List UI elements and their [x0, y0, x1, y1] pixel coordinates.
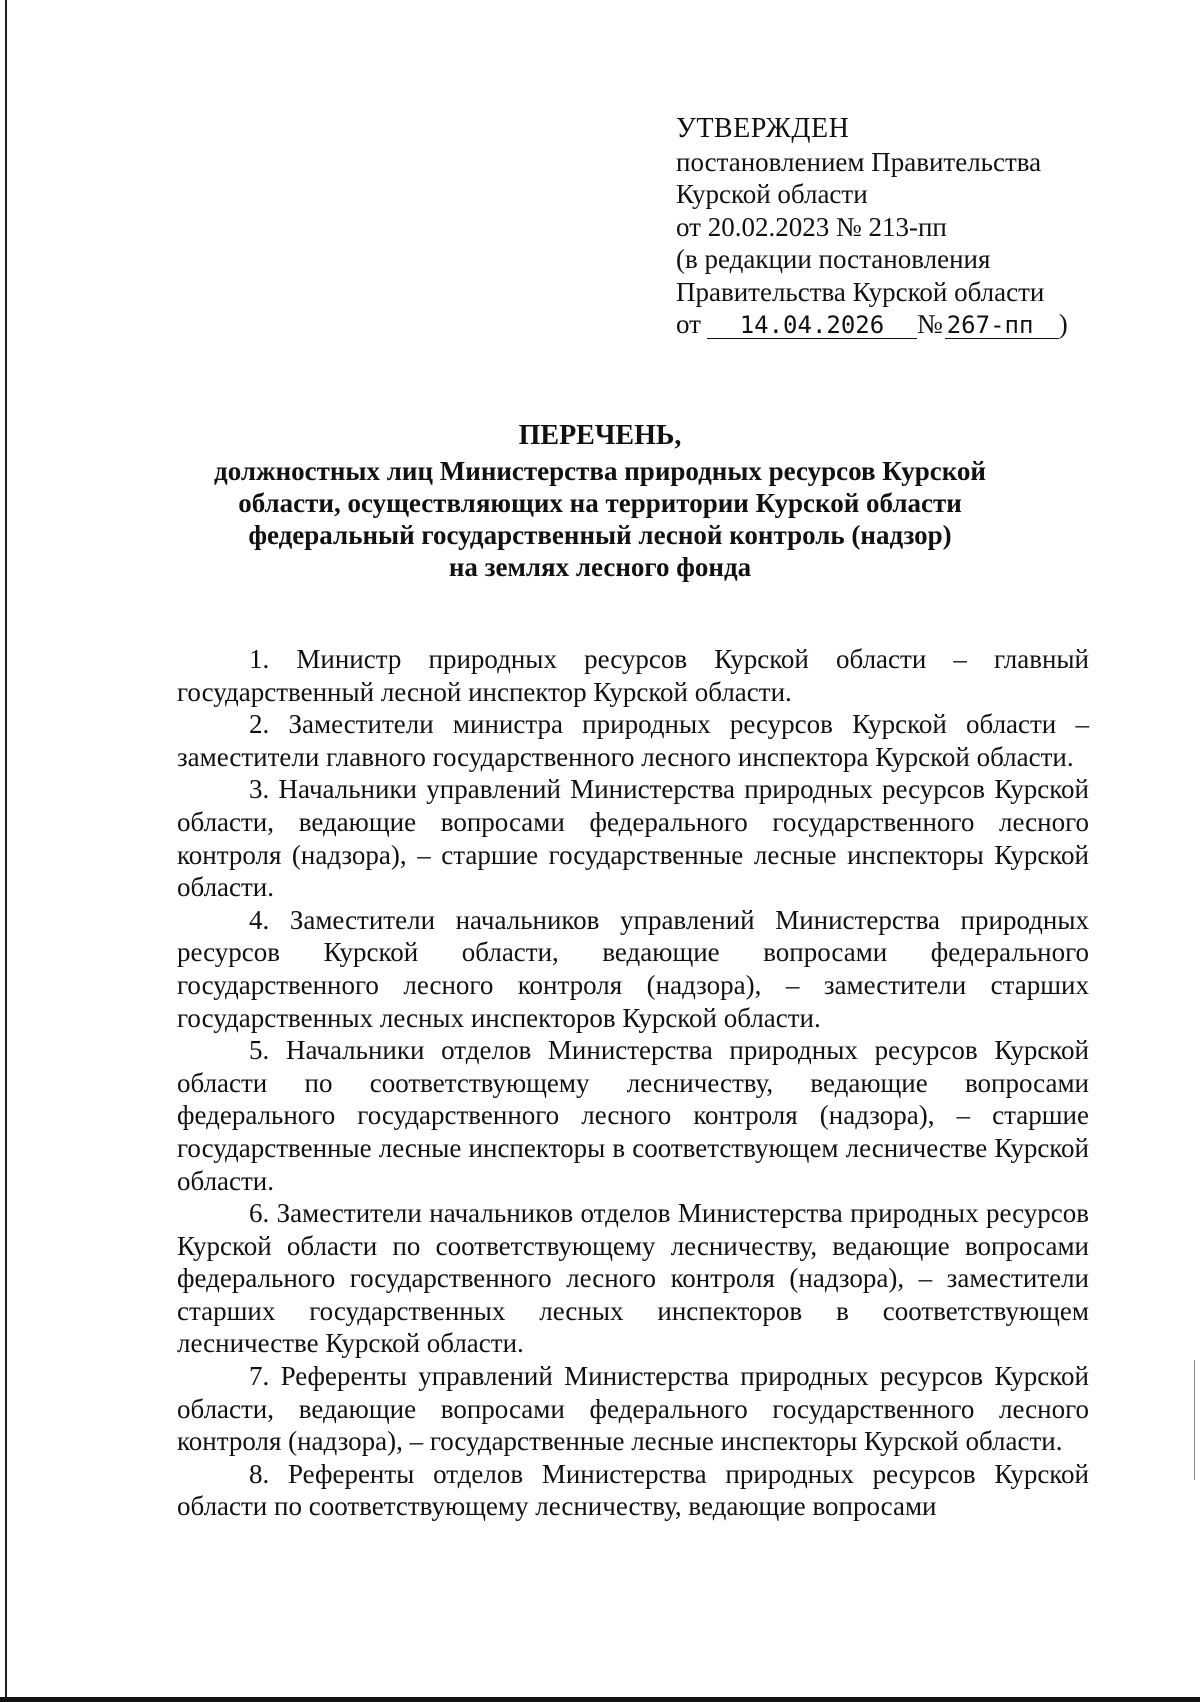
list-item: 1. Министр природных ресурсов Курской области – главный государственный лесной инспектор Курской области.	[177, 644, 1089, 707]
number-sign: №	[916, 309, 943, 339]
list-item: 5. Начальники отделов Министерства природных ресурсов Курской области по соответствующему лесничеству, ведающие вопросами федерального государственного лесного контроля (надзора), – старшие государственные лесные инспекторы в соответствующем лесничестве Курской области.	[177, 1035, 1089, 1196]
edition-date: 14.04.2026	[707, 312, 917, 339]
list-item: 2. Заместители министра природных ресурсов Курской области – заместители главного государственного лесного инспектора Курской области.	[177, 709, 1089, 772]
approval-title: УТВЕРЖДЕН	[676, 113, 850, 144]
edition-number: 267-пп	[945, 312, 1059, 339]
approval-line: (в редакции постановления	[676, 244, 991, 274]
approval-stamp-block	[676, 113, 1176, 341]
approval-line: Курской области	[676, 179, 868, 209]
scan-left-edge	[5, 0, 7, 1702]
document-heading	[200, 420, 1000, 583]
scan-bottom-edge	[0, 1697, 1200, 1702]
list-item: 8. Референты отделов Министерства природных ресурсов Курской области по соответствующему лесничеству, ведающие вопросами	[177, 1458, 1089, 1522]
list-item: 6. Заместители начальников отделов Министерства природных ресурсов Курской области по соответствующему лесничеству, ведающие вопросами федерального государственного лесного контроля (надзора), – заместители старших государственных лесных инспекторов в соответствующем лесничестве Курской области.	[177, 1198, 1089, 1359]
list-item: 4. Заместители начальников управлений Министерства природных ресурсов Курской области, ведающие вопросами федерального государственного лесного контроля (надзора), – заместители старших государственных лесных инспекторов Курской области.	[177, 904, 1089, 1033]
positions-list	[177, 643, 1089, 1523]
edition-line	[676, 308, 1176, 341]
heading-line: должностных лиц Министерства природных ресурсов Курской	[214, 456, 986, 486]
heading-line: на землях лесного фонда	[448, 552, 752, 582]
page-title: ПЕРЕЧЕНЬ,	[518, 420, 682, 451]
closing-paren: )	[1058, 309, 1068, 339]
heading-line: федеральный государственный лесной контроль (надзор)	[248, 520, 952, 550]
approval-line: постановлением Правительства	[676, 146, 1042, 177]
edition-prefix: от	[676, 309, 701, 339]
list-item: 7. Референты управлений Министерства природных ресурсов Курской области, ведающие вопросами федерального государственного лесного контроля (надзора), – государственные лесные инспекторы Курской области.	[177, 1361, 1089, 1457]
heading-line: области, осуществляющих на территории Курской области	[238, 488, 962, 518]
scan-right-edge	[1194, 1360, 1195, 1480]
approval-line: Правительства Курской области	[676, 276, 1045, 307]
list-item: 3. Начальники управлений Министерства природных ресурсов Курской области, ведающие вопросами федерального государственного лесного контроля (надзора), – старшие государственные лесные инспекторы Курской области.	[177, 774, 1089, 903]
approval-line: от 20.02.2023 № 213-пп	[676, 211, 947, 242]
